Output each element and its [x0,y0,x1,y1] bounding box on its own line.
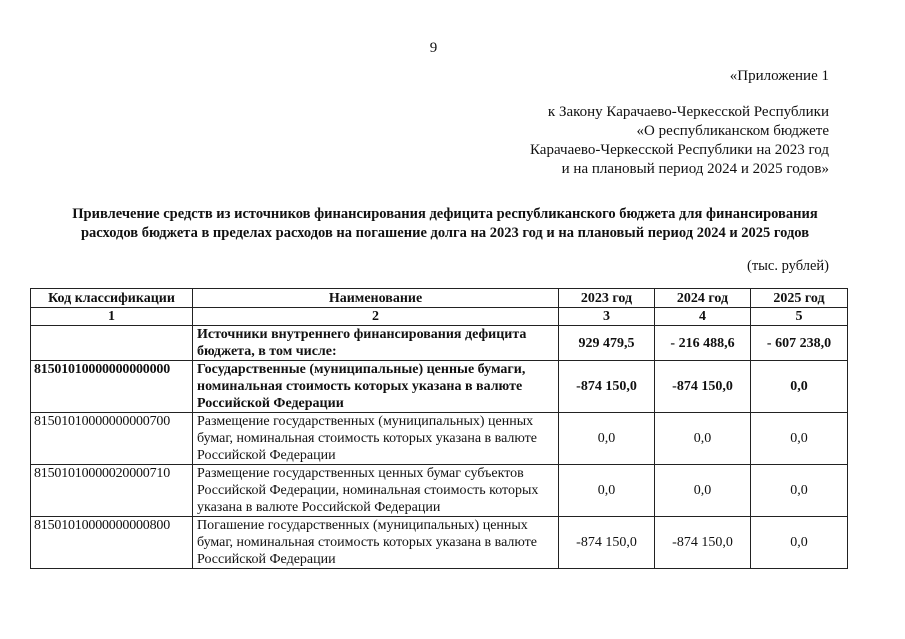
column-header-code: Код классификации [31,289,193,308]
row-value-2024: 0,0 [655,413,751,465]
document-title-line: расходов бюджета в пределах расходов на погашение долга на 2023 год и на плановый период 2024 и 2025 годов [80,225,810,241]
document-title [30,205,860,243]
row-name: Размещение государственных ценных бумаг субъектов Российской Федерации, номинальная стоимость которых указана в валюте Российской Федерации [193,465,559,517]
row-code [31,326,193,361]
column-number: 1 [31,308,193,326]
table-row [31,465,848,517]
row-value-2025: 0,0 [751,517,848,569]
law-reference-line: «О республиканском бюджете [636,123,829,139]
column-number: 5 [751,308,848,326]
table-header-row [31,289,848,308]
row-code: 81501010000000000800 [31,517,193,569]
column-number: 3 [559,308,655,326]
sources-table [30,288,848,569]
column-header-2025: 2025 год [751,289,848,308]
row-name: Погашение государственных (муниципальных) ценных бумаг, номинальная стоимость которых указана в валюте Российской Федерации [193,517,559,569]
row-name: Размещение государственных (муниципальных) ценных бумаг, номинальная стоимость которых указана в валюте Российской Федерации [193,413,559,465]
row-value-2024: -874 150,0 [655,361,751,413]
document-title-line: Привлечение средств из источников финансирования дефицита республиканского бюджета для финансирования [72,206,818,222]
row-name: Источники внутреннего финансирования дефицита бюджета, в том числе: [193,326,559,361]
law-reference-line: к Закону Карачаево-Черкесской Республики [547,104,829,120]
row-value-2024: - 216 488,6 [655,326,751,361]
row-value-2023: 0,0 [559,465,655,517]
law-reference-line: Карачаево-Черкесской Республики на 2023 год [530,142,829,158]
row-code: 81501010000020000710 [31,465,193,517]
column-header-2024: 2024 год [655,289,751,308]
row-value-2025: 0,0 [751,413,848,465]
table-row [31,361,848,413]
page-number: 9 [429,40,438,56]
row-value-2024: 0,0 [655,465,751,517]
row-value-2023: -874 150,0 [559,361,655,413]
row-value-2023: 929 479,5 [559,326,655,361]
row-value-2023: -874 150,0 [559,517,655,569]
row-value-2025: 0,0 [751,465,848,517]
column-header-2023: 2023 год [559,289,655,308]
table-row [31,517,848,569]
column-number: 4 [655,308,751,326]
row-value-2023: 0,0 [559,413,655,465]
row-code: 81501010000000000700 [31,413,193,465]
law-reference-line: и на плановый период 2024 и 2025 годов» [561,161,829,177]
law-reference [530,103,829,179]
appendix-label: «Приложение 1 [729,68,829,84]
column-number-row [31,308,848,326]
row-value-2025: 0,0 [751,361,848,413]
column-header-name: Наименование [193,289,559,308]
row-name: Государственные (муниципальные) ценные бумаги, номинальная стоимость которых указана в валюте Российской Федерации [193,361,559,413]
row-value-2024: -874 150,0 [655,517,751,569]
table-row [31,326,848,361]
row-code: 81501010000000000000 [31,361,193,413]
units-label: (тыс. рублей) [747,258,829,274]
column-number: 2 [193,308,559,326]
table-row [31,413,848,465]
row-value-2025: - 607 238,0 [751,326,848,361]
